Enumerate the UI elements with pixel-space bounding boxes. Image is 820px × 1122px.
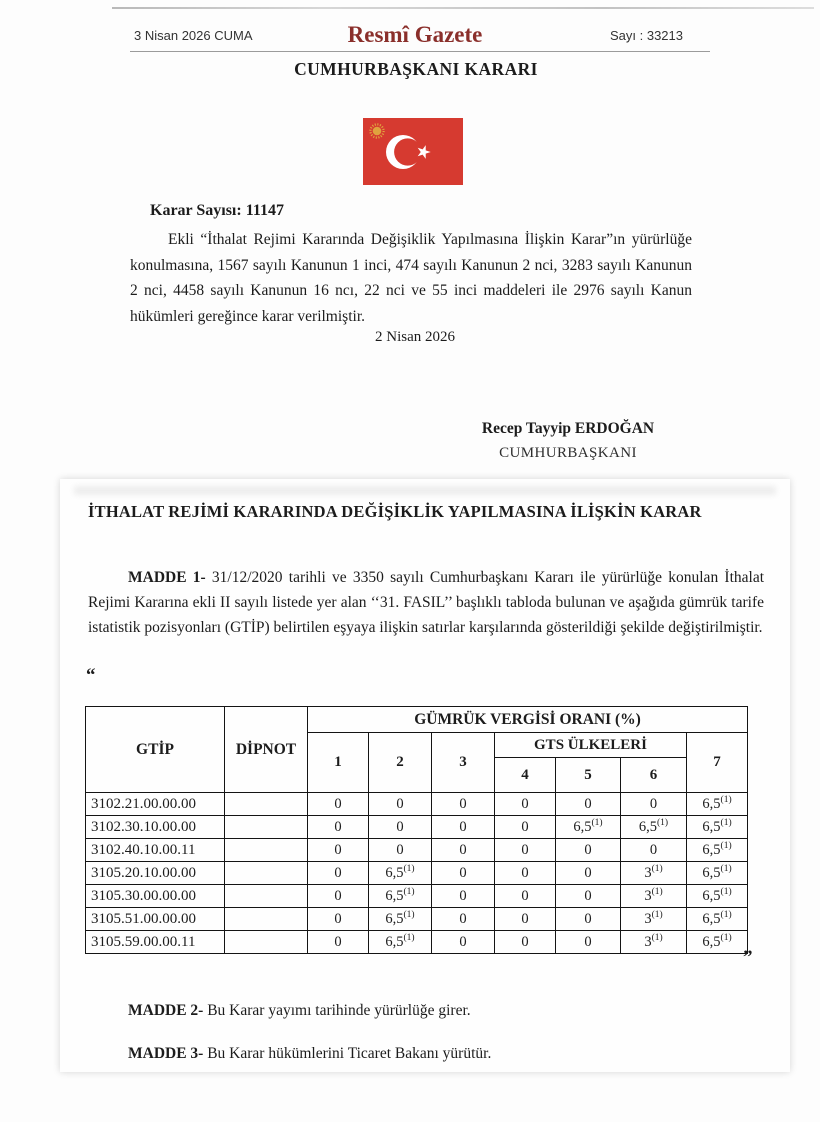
rate-cell: 0 bbox=[556, 908, 621, 931]
rate-cell: 6,5$^{(1)}$ bbox=[369, 862, 432, 885]
decision-date: 2 Nisan 2026 bbox=[375, 329, 455, 345]
signature-title: CUMHURBAŞKANI bbox=[499, 445, 637, 461]
customs-duty-group-header: GÜMRÜK VERGİSİ ORANI (%) bbox=[308, 707, 748, 733]
rate-cell: 0 bbox=[495, 908, 556, 931]
gazette-issue-number: Sayı : 33213 bbox=[610, 28, 683, 43]
footnote-marker: (1) bbox=[651, 909, 663, 920]
rate-col-1-header: 1 bbox=[308, 733, 369, 793]
tariff-table-body bbox=[86, 793, 748, 954]
rate-cell: 0 bbox=[495, 839, 556, 862]
table-row bbox=[86, 839, 748, 862]
footnote-marker: (1) bbox=[403, 909, 415, 920]
footnote-marker: (1) bbox=[720, 840, 732, 851]
footnote-marker: (1) bbox=[720, 863, 732, 874]
rate-cell: 0 bbox=[621, 839, 687, 862]
rate-cell: 6,5$^{(1)}$ bbox=[687, 931, 748, 954]
rate-cell: 0 bbox=[556, 839, 621, 862]
signature-block bbox=[458, 420, 678, 462]
article-3-text: Bu Karar hükümlerini Ticaret Bakanı yürütür. bbox=[207, 1045, 492, 1062]
gtip-cell: 3105.51.00.00.00 bbox=[86, 908, 225, 931]
gtip-column-header: GTİP bbox=[86, 707, 225, 793]
table-row bbox=[86, 931, 748, 954]
tariff-table bbox=[85, 706, 748, 954]
article-1 bbox=[88, 565, 764, 640]
table-row bbox=[86, 908, 748, 931]
rate-cell: 0 bbox=[432, 793, 495, 816]
header-divider bbox=[130, 51, 710, 52]
rate-cell: 6,5$^{(1)}$ bbox=[687, 793, 748, 816]
gtip-cell: 3102.21.00.00.00 bbox=[86, 793, 225, 816]
rate-cell: 6,5$^{(1)}$ bbox=[687, 816, 748, 839]
article-2-text: Bu Karar yayımı tarihinde yürürlüğe girer. bbox=[207, 1002, 471, 1019]
dipnot-cell bbox=[225, 908, 308, 931]
footnote-marker: (1) bbox=[720, 909, 732, 920]
rate-cell: 0 bbox=[556, 862, 621, 885]
gtip-cell: 3105.30.00.00.00 bbox=[86, 885, 225, 908]
footnote-marker: (1) bbox=[403, 863, 415, 874]
dipnot-cell bbox=[225, 885, 308, 908]
dipnot-column-header: DİPNOT bbox=[225, 707, 308, 793]
turkish-presidential-flag-image bbox=[363, 118, 463, 185]
rate-cell: 0 bbox=[308, 885, 369, 908]
decision-number: Karar Sayısı: 11147 bbox=[150, 202, 284, 219]
rate-cell: 0 bbox=[495, 816, 556, 839]
table-row bbox=[86, 793, 748, 816]
rate-cell: 6,5$^{(1)}$ bbox=[687, 839, 748, 862]
rate-cell: 0 bbox=[432, 885, 495, 908]
footnote-marker: (1) bbox=[720, 932, 732, 943]
rate-cell: 0 bbox=[556, 793, 621, 816]
gazette-title: Resmî Gazete bbox=[347, 22, 483, 47]
footnote-marker: (1) bbox=[403, 886, 415, 897]
rate-cell: 6,5$^{(1)}$ bbox=[687, 862, 748, 885]
rate-cell: 6,5$^{(1)}$ bbox=[687, 885, 748, 908]
rate-cell: 0 bbox=[432, 908, 495, 931]
rate-cell: 0 bbox=[308, 862, 369, 885]
rate-cell: 0 bbox=[432, 839, 495, 862]
rate-cell: 6,5$^{(1)}$ bbox=[556, 816, 621, 839]
flag-svg bbox=[363, 118, 463, 185]
rate-cell: 0 bbox=[495, 793, 556, 816]
rate-cell: 0 bbox=[369, 793, 432, 816]
signature-name: Recep Tayyip ERDOĞAN bbox=[481, 420, 655, 437]
attached-decision-page bbox=[60, 479, 790, 1072]
table-row bbox=[86, 816, 748, 839]
crescent-cut bbox=[394, 138, 421, 165]
rate-cell: 0 bbox=[308, 908, 369, 931]
article-1-label: MADDE 1- bbox=[128, 569, 206, 586]
table-row bbox=[86, 885, 748, 908]
footnote-marker: (1) bbox=[657, 817, 669, 828]
rate-cell: 0 bbox=[556, 931, 621, 954]
decree-heading: CUMHURBAŞKANI KARARI bbox=[294, 59, 538, 79]
gtip-cell: 3105.20.10.00.00 bbox=[86, 862, 225, 885]
dipnot-cell bbox=[225, 793, 308, 816]
decision-title: İTHALAT REJİMİ KARARINDA DEĞİŞİKLİK YAPILMASINA İLİŞKİN KARAR bbox=[88, 502, 702, 521]
rate-cell: 0 bbox=[308, 931, 369, 954]
scan-artifact-line bbox=[112, 7, 814, 9]
rate-cell: 3$^{(1)}$ bbox=[621, 908, 687, 931]
rate-cell: 3$^{(1)}$ bbox=[621, 931, 687, 954]
footnote-marker: (1) bbox=[651, 886, 663, 897]
rate-col-4-header: 4 bbox=[495, 758, 556, 793]
footnote-marker: (1) bbox=[403, 932, 415, 943]
rate-cell: 0 bbox=[495, 862, 556, 885]
gtip-cell: 3102.40.10.00.11 bbox=[86, 839, 225, 862]
rate-col-3-header: 3 bbox=[432, 733, 495, 793]
dipnot-cell bbox=[225, 931, 308, 954]
gtip-cell: 3102.30.10.00.00 bbox=[86, 816, 225, 839]
rate-cell: 0 bbox=[308, 839, 369, 862]
footnote-marker: (1) bbox=[651, 932, 663, 943]
footnote-marker: (1) bbox=[651, 863, 663, 874]
dipnot-cell bbox=[225, 816, 308, 839]
gazette-date: 3 Nisan 2026 CUMA bbox=[134, 28, 253, 43]
article-2 bbox=[88, 998, 764, 1023]
rate-col-6-header: 6 bbox=[621, 758, 687, 793]
article-3 bbox=[88, 1041, 764, 1066]
table-open-quote: “ bbox=[86, 665, 96, 686]
rate-cell: 6,5$^{(1)}$ bbox=[369, 908, 432, 931]
footnote-marker: (1) bbox=[720, 886, 732, 897]
footnote-marker: (1) bbox=[720, 794, 732, 805]
preamble-paragraph: Ekli “İthalat Rejimi Kararında Değişiklik Yapılmasına İlişkin Karar”ın yürürlüğe konulmasına, 1567 sayılı Kanunun 1 inci, 474 sayılı Kanunun 2 nci, 3283 sayılı Kanunun 2 nci, 4458 sayılı Kanunun 16 ncı, 22 nci ve 55 inci maddeleri ile 2976 sayılı Kanun hükümleri gereğince karar verilmiştir. bbox=[130, 231, 692, 325]
table-close-quote: ” bbox=[743, 947, 753, 968]
dipnot-cell bbox=[225, 839, 308, 862]
table-row bbox=[86, 862, 748, 885]
rate-cell: 0 bbox=[308, 816, 369, 839]
rate-cell: 0 bbox=[308, 793, 369, 816]
rate-cell: 0 bbox=[556, 885, 621, 908]
gts-countries-header: GTS ÜLKELERİ bbox=[495, 733, 687, 758]
article-2-label: MADDE 2- bbox=[128, 1002, 204, 1019]
rate-cell: 0 bbox=[495, 931, 556, 954]
rate-cell: 0 bbox=[369, 816, 432, 839]
article-1-text: 31/12/2020 tarihli ve 3350 sayılı Cumhurbaşkanı Kararı ile yürürlüğe konulan İthalat Rejimi Kararına ekli II sayılı listede yer alan ‘‘31. FASIL’’ başlıklı tabloda bulunan ve aşağıda gümrük tarife istatistik pozisyonları (GTİP) belirtilen eşyaya ilişkin satırlar karşılarında gösterildiği şekilde değiştirilmiştir. bbox=[88, 569, 765, 636]
rate-cell: 0 bbox=[495, 885, 556, 908]
rate-cell: 6,5$^{(1)}$ bbox=[687, 908, 748, 931]
dipnot-cell bbox=[225, 862, 308, 885]
footnote-marker: (1) bbox=[720, 817, 732, 828]
rate-cell: 6,5$^{(1)}$ bbox=[369, 931, 432, 954]
scan-smudge bbox=[74, 486, 776, 495]
rate-cell: 0 bbox=[432, 931, 495, 954]
rate-cell: 3$^{(1)}$ bbox=[621, 862, 687, 885]
footnote-marker: (1) bbox=[591, 817, 603, 828]
rate-cell: 0 bbox=[432, 816, 495, 839]
rate-cell: 0 bbox=[432, 862, 495, 885]
rate-cell: 6,5$^{(1)}$ bbox=[369, 885, 432, 908]
rate-col-7-header: 7 bbox=[687, 733, 748, 793]
rate-cell: 0 bbox=[621, 793, 687, 816]
rate-cell: 0 bbox=[369, 839, 432, 862]
table-header-row-1 bbox=[86, 707, 748, 733]
rate-cell: 3$^{(1)}$ bbox=[621, 885, 687, 908]
article-3-label: MADDE 3- bbox=[128, 1045, 204, 1062]
rate-col-2-header: 2 bbox=[369, 733, 432, 793]
rate-cell: 6,5$^{(1)}$ bbox=[621, 816, 687, 839]
rate-col-5-header: 5 bbox=[556, 758, 621, 793]
gtip-cell: 3105.59.00.00.11 bbox=[86, 931, 225, 954]
